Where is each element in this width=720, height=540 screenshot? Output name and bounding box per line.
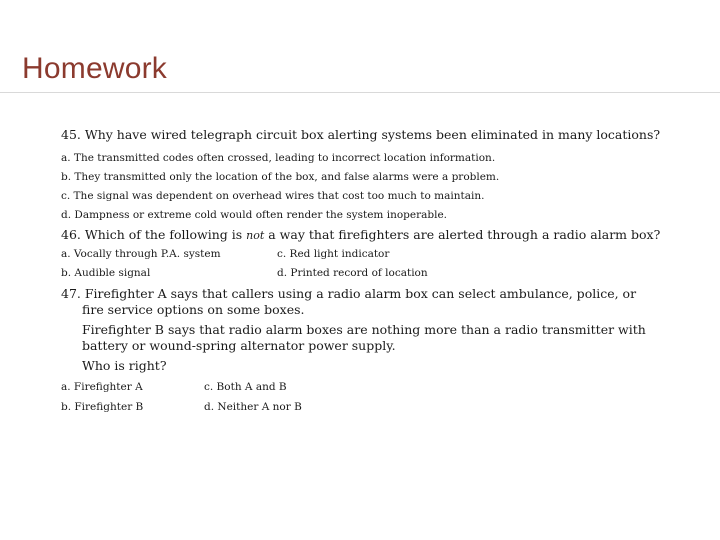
title-divider xyxy=(0,92,720,93)
q46-option-c: c. Red light indicator xyxy=(277,248,390,260)
question-45: 45. Why have wired telegraph circuit box alerting systems been eliminated in many locations? xyxy=(61,127,661,142)
q47-firefighter-b: Firefighter B says that radio alarm boxes are nothing more than a radio transmitter with battery or wound-spring alternator power supply. xyxy=(82,322,646,353)
q47-option-c: c. Both A and B xyxy=(204,381,287,393)
q47-option-d: d. Neither A nor B xyxy=(204,401,302,413)
q46-option-a: a. Vocally through P.A. system xyxy=(61,248,221,260)
q45-option-a: a. The transmitted codes often crossed, leading to incorrect location information. xyxy=(61,152,496,164)
question-46 xyxy=(61,226,660,244)
q46-emphasis: not xyxy=(246,229,265,242)
q45-option-d: d. Dampness or extreme cold would often render the system inoperable. xyxy=(61,209,448,221)
q47-option-a: a. Firefighter A xyxy=(61,381,143,393)
q46-option-b: b. Audible signal xyxy=(61,267,151,279)
q46-text-before: 46. Which of the following is xyxy=(61,227,247,242)
q47-firefighter-a: 47. Firefighter A says that callers using a radio alarm box can select ambulance, police, or fire service options on some boxes. xyxy=(61,286,637,317)
q45-option-c: c. The signal was dependent on overhead wires that cost too much to maintain. xyxy=(61,190,485,202)
slide-title: Homework xyxy=(22,52,167,85)
q47-who-is-right: Who is right? xyxy=(82,358,167,373)
q46-option-d: d. Printed record of location xyxy=(277,267,428,279)
question-47 xyxy=(61,286,661,374)
q45-option-b: b. They transmitted only the location of the box, and false alarms were a problem. xyxy=(61,171,500,183)
q46-text-after: a way that firefighters are alerted through a radio alarm box? xyxy=(264,227,661,242)
q47-option-b: b. Firefighter B xyxy=(61,401,144,413)
